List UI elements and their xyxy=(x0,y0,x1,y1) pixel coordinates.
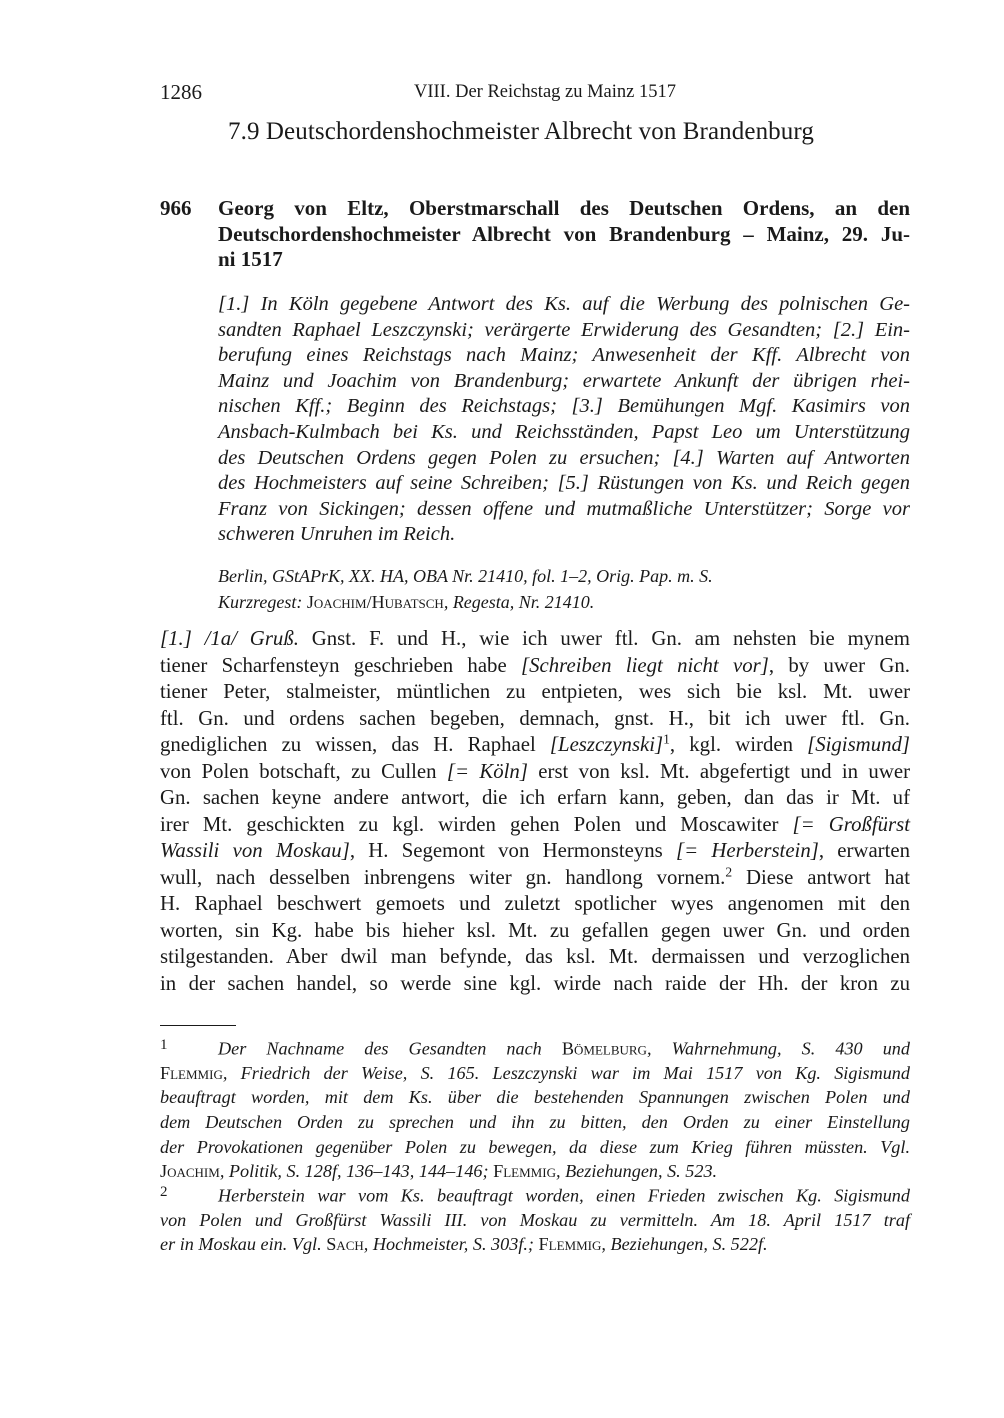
document-number: 966 xyxy=(160,196,192,220)
text: wull, nach desselben inbrengens witer gn. handlong vornem. xyxy=(160,865,726,889)
text: , kgl. wirden xyxy=(669,733,808,756)
running-head: VIII. Der Reichstag zu Mainz 1517 xyxy=(414,82,676,102)
title-line: Georg von Eltz, Oberstmarschall des Deutschen Ordens, an den xyxy=(218,196,910,220)
footnote-line xyxy=(160,1061,910,1086)
text: von Polen botschaft, zu Cullen xyxy=(160,759,447,783)
footnote-line: von Polen und Großfürst Wassili III. von Moskau zu vermitteln. Am 18. April 1517 traf xyxy=(160,1209,910,1230)
body-line: stilgestanden. Aber dwil man befynde, das ksl. Mt. dermaissen und verzoglichen xyxy=(160,945,910,968)
footnote-2 xyxy=(160,1180,910,1257)
title-line: ni 1517 xyxy=(218,247,283,271)
footnote-mark: 1 xyxy=(160,1037,168,1053)
footnote-line xyxy=(160,1033,910,1061)
text: , H. Segemont von Hermonsteyns xyxy=(349,839,676,862)
document-body xyxy=(160,626,910,997)
text: Diese antwort hat xyxy=(732,865,910,889)
regest-line: Mainz und Joachim von Brandenburg; erwartete Ankunft der übrigen rhei- xyxy=(218,369,910,392)
regest-line: Franz von Sickingen; dessen offene und mutmaßliche Unterstützer; Sorge vor xyxy=(218,497,910,520)
footnote-line: dem Deutschen Orden zu sprechen und ihn zu bitten, den Orden zu einer Einstellung xyxy=(160,1112,910,1133)
body-line xyxy=(160,865,910,892)
regest-line: des Hochmeisters auf seine Schreiben; [5.] Rüstungen von Ks. und Reich gegen xyxy=(218,472,910,495)
body-line xyxy=(160,759,910,786)
document-title xyxy=(218,196,910,273)
kurzregest-label: Kurzregest: xyxy=(218,591,303,612)
body-line: in der sachen handel, so werde sine kgl. wirde nach raide der Hh. der kron zu xyxy=(160,971,910,995)
text: , Beziehungen, S. 523. xyxy=(555,1161,718,1182)
regest-summary xyxy=(218,292,910,548)
body-line: H. Raphael beschwert gemoets und zuletzt spotlicher wyes angenomen mit den xyxy=(160,892,910,915)
text: , Beziehungen, S. 522f. xyxy=(601,1234,768,1255)
text: irer Mt. geschickten zu kgl. wirden gehen Polen und Moscawiter xyxy=(160,812,793,836)
kurzregest-reference xyxy=(218,590,910,616)
body-line xyxy=(160,812,910,839)
footnote-line xyxy=(160,1180,910,1208)
footnote-line xyxy=(160,1232,910,1257)
text: Herberstein war vom Ks. beauftragt worden, einen Frieden zwischen Kg. Sigismund xyxy=(218,1185,910,1206)
kurzregest-rest: , Regesta, Nr. 21410. xyxy=(443,591,595,612)
body-line: Gn. sachen keyne andere antwort, die ich erfarn kann, geben, dan das ir Mt. uf xyxy=(160,786,910,809)
text: , by uwer Gn. xyxy=(768,653,910,677)
section-title: 7.9 Deutschordenshochmeister Albrecht von Brandenburg xyxy=(228,118,814,145)
footnote-line: der Provokationen gegenüber Polen zu bewegen, da diese zum Krieg führen müssten. Vgl. xyxy=(160,1136,910,1157)
body-line xyxy=(160,626,910,653)
body-line xyxy=(160,838,910,865)
text: erst von ksl. Mt. abgefertigt und in uwer xyxy=(527,759,910,783)
editorial-note: Wassili von Moskau] xyxy=(160,839,350,862)
text: gnediglichen zu wissen, das H. Raphael xyxy=(160,733,550,756)
text: Der Nachname des Gesandten nach xyxy=(218,1038,562,1059)
text: tiener Scharfensteyn geschrieben habe xyxy=(160,653,522,677)
title-line: Deutschordenshochmeister Albrecht von Brandenburg – Mainz, 29. Ju- xyxy=(218,221,910,246)
text: , Politik, S. 128f, 136–143, 144–146; xyxy=(219,1161,494,1182)
footnote-divider xyxy=(160,1025,236,1026)
regest-line: berufung eines Reichstags nach Mainz; Anwesenheit der Kff. Albrecht von xyxy=(218,344,910,367)
regest-line: nischen Kff.; Beginn des Reichstags; [3.] Bemühungen Mgf. Kasimirs von xyxy=(218,395,910,418)
text: Gnst. F. und H., wie ich uwer ftl. Gn. am nehsten bie mynem xyxy=(298,627,910,650)
text: , Wahrnehmung, S. 430 und xyxy=(646,1038,910,1059)
regest-line: des Deutschen Ordens gegen Polen zu ersuchen; [4.] Warten auf Antworten xyxy=(218,446,910,469)
text: er in Moskau ein. Vgl. xyxy=(160,1234,327,1255)
kurzregest-author: Joachim/Hubatsch xyxy=(306,591,444,612)
author-name: Flemmig xyxy=(160,1062,223,1083)
editorial-note: [= Herberstein] xyxy=(676,839,819,862)
editorial-marker: [1.] /1a/ Gruß. xyxy=(160,627,299,650)
author-name: Flemmig xyxy=(538,1234,602,1255)
editorial-note: [= Großfürst xyxy=(792,812,911,836)
body-line xyxy=(160,732,910,759)
regest-line: schweren Unruhen im Reich. xyxy=(218,523,456,546)
footnote-ref-2[interactable]: 2 xyxy=(725,864,733,880)
author-name: Joachim xyxy=(160,1161,220,1182)
text: , Hochmeister, S. 303f.; xyxy=(363,1234,539,1255)
body-line xyxy=(160,653,910,680)
author-name: Bömelburg xyxy=(561,1038,647,1059)
author-name: Flemmig xyxy=(493,1161,556,1182)
editorial-note: [Sigismund] xyxy=(807,733,910,756)
footnote-line: beauftragt worden, mit dem Ks. über die bestehenden Spannungen zwischen Polen und xyxy=(160,1087,910,1108)
regest-line: sandten Raphael Leszczynski; verärgerte Erwiderung des Gesandten; [2.] Ein- xyxy=(218,318,910,341)
archive-reference: Berlin, GStAPrK, XX. HA, OBA Nr. 21410, fol. 1–2, Orig. Pap. m. S. xyxy=(218,566,713,586)
regest-line: Ansbach-Kulmbach bei Ks. und Reichsständen, Papst Leo um Unterstützung xyxy=(218,420,910,443)
editorial-note: [Schreiben liegt nicht vor] xyxy=(521,653,769,677)
body-line: tiener Peter, stalmeister, müntlichen zu entpieten, wes sich bie ksl. Mt. uwer xyxy=(160,680,910,703)
body-line: worten, sin Kg. habe bis hieher ksl. Mt. zu gefallen gegen uwer Gn. und orden xyxy=(160,918,910,942)
regest-line: [1.] In Köln gegebene Antwort des Ks. auf die Werbung des polnischen Ge- xyxy=(218,293,910,315)
page-number: 1286 xyxy=(160,80,202,104)
editorial-note: [= Köln] xyxy=(446,759,528,783)
editorial-note: [Leszczynski] xyxy=(549,733,664,756)
text: , Friedrich der Weise, S. 165. Leszczynski war im Mai 1517 von Kg. Sigismund xyxy=(222,1062,910,1083)
footnote-mark: 2 xyxy=(160,1184,168,1200)
source-citation xyxy=(218,564,910,615)
footnote-1 xyxy=(160,1033,910,1184)
body-line: ftl. Gn. und ordens sachen begeben, demnach, gnst. H., bit ich uwer ftl. Gn. xyxy=(160,706,910,730)
author-name: Sach xyxy=(326,1234,364,1255)
text: , erwarten xyxy=(818,839,911,862)
footnote-ref-1[interactable]: 1 xyxy=(663,731,670,747)
